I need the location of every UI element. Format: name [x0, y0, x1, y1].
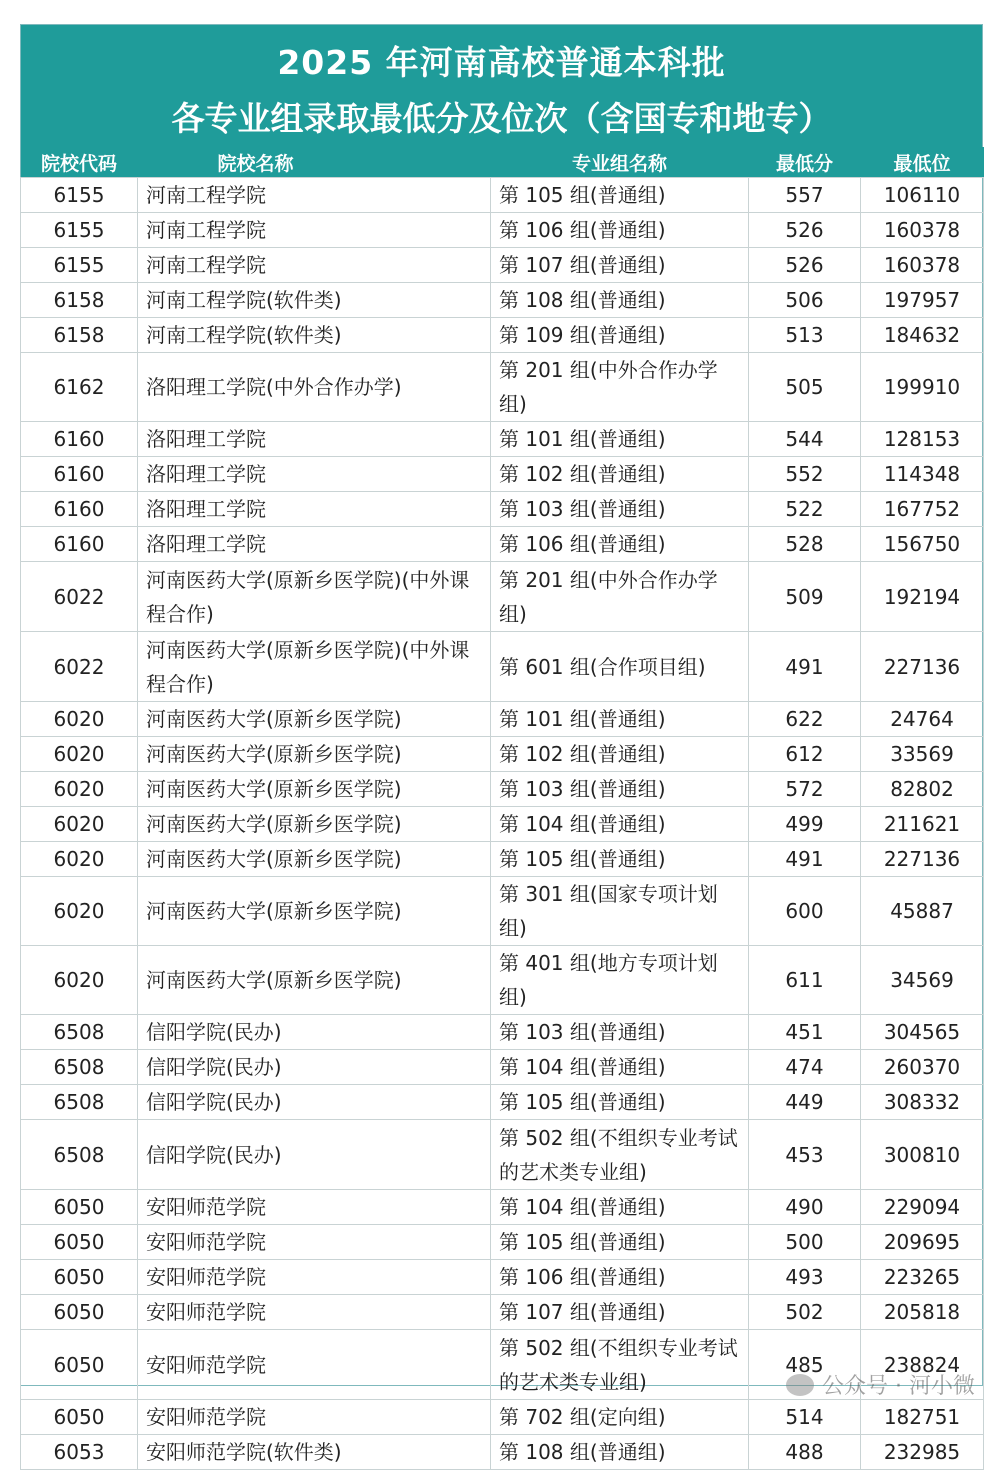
cell-min-rank: 34569	[861, 946, 984, 1015]
table-row	[21, 632, 984, 702]
cell-school-name: 安阳师范学院(软件类)	[138, 1435, 491, 1470]
cell-school-name: 河南工程学院	[138, 213, 491, 248]
cell-min-score: 491	[749, 632, 861, 702]
cell-group-name: 第 201 组(中外合作办学组)	[491, 353, 749, 422]
cell-school-name: 洛阳理工学院(中外合作办学)	[138, 353, 491, 422]
cell-min-rank: 223265	[861, 1260, 984, 1295]
table-header-row	[21, 147, 984, 178]
table-row	[21, 946, 984, 1015]
cell-code: 6158	[21, 318, 138, 353]
cell-school-name: 河南工程学院(软件类)	[138, 283, 491, 318]
cell-code: 6050	[21, 1400, 138, 1435]
cell-min-rank: 209695	[861, 1225, 984, 1260]
wechat-icon	[786, 1374, 814, 1396]
cell-min-score: 499	[749, 807, 861, 842]
cell-group-name: 第 702 组(定向组)	[491, 1400, 749, 1435]
cell-group-name: 第 106 组(普通组)	[491, 1260, 749, 1295]
cell-code: 6160	[21, 527, 138, 562]
cell-school-name: 安阳师范学院	[138, 1295, 491, 1330]
cell-min-rank: 160378	[861, 213, 984, 248]
cell-min-rank: 184632	[861, 318, 984, 353]
table-row	[21, 1085, 984, 1120]
cell-group-name: 第 401 组(地方专项计划组)	[491, 946, 749, 1015]
cell-min-score: 449	[749, 1085, 861, 1120]
cell-min-rank: 45887	[861, 877, 984, 946]
cell-min-score: 493	[749, 1260, 861, 1295]
cell-group-name: 第 502 组(不组织专业考试的艺术类专业组)	[491, 1330, 749, 1400]
watermark	[786, 1369, 975, 1400]
table-row	[21, 353, 984, 422]
cell-min-rank: 114348	[861, 457, 984, 492]
cell-school-name: 信阳学院(民办)	[138, 1120, 491, 1190]
cell-school-name: 河南医药大学(原新乡医学院)	[138, 877, 491, 946]
cell-code: 6160	[21, 457, 138, 492]
cell-code: 6050	[21, 1330, 138, 1400]
cell-min-rank: 229094	[861, 1190, 984, 1225]
cell-school-name: 河南医药大学(原新乡医学院)(中外课程合作)	[138, 632, 491, 702]
cell-group-name: 第 102 组(普通组)	[491, 737, 749, 772]
cell-code: 6053	[21, 1435, 138, 1470]
cell-group-name: 第 104 组(普通组)	[491, 1050, 749, 1085]
cell-code: 6508	[21, 1120, 138, 1190]
table-row	[21, 737, 984, 772]
cell-code: 6508	[21, 1050, 138, 1085]
cell-school-name: 河南工程学院	[138, 178, 491, 213]
cell-min-score: 526	[749, 248, 861, 283]
cell-min-score: 490	[749, 1190, 861, 1225]
cell-code: 6020	[21, 772, 138, 807]
column-header-school: 院校名称	[138, 147, 491, 178]
cell-min-rank: 260370	[861, 1050, 984, 1085]
cell-code: 6050	[21, 1295, 138, 1330]
column-header-min-score: 最低分	[749, 147, 861, 178]
cell-school-name: 信阳学院(民办)	[138, 1050, 491, 1085]
watermark-text: 公众号 · 河小微	[822, 1374, 975, 1399]
table-row	[21, 1225, 984, 1260]
table-row	[21, 1400, 984, 1435]
cell-group-name: 第 105 组(普通组)	[491, 842, 749, 877]
cell-code: 6508	[21, 1085, 138, 1120]
cell-min-rank: 197957	[861, 283, 984, 318]
cell-school-name: 洛阳理工学院	[138, 492, 491, 527]
cell-group-name: 第 104 组(普通组)	[491, 1190, 749, 1225]
cell-code: 6162	[21, 353, 138, 422]
cell-min-score: 509	[749, 562, 861, 632]
cell-group-name: 第 107 组(普通组)	[491, 1295, 749, 1330]
cell-min-rank: 156750	[861, 527, 984, 562]
cell-min-rank: 182751	[861, 1400, 984, 1435]
table-row	[21, 1050, 984, 1085]
cell-code: 6160	[21, 422, 138, 457]
cell-code: 6022	[21, 562, 138, 632]
cell-min-rank: 238824	[861, 1330, 984, 1400]
cell-group-name: 第 106 组(普通组)	[491, 213, 749, 248]
cell-min-rank: 192194	[861, 562, 984, 632]
cell-school-name: 安阳师范学院	[138, 1330, 491, 1400]
cell-group-name: 第 101 组(普通组)	[491, 702, 749, 737]
cell-min-rank: 304565	[861, 1015, 984, 1050]
table-row	[21, 1015, 984, 1050]
table-row	[21, 1435, 984, 1470]
cell-code: 6020	[21, 946, 138, 1015]
cell-school-name: 安阳师范学院	[138, 1400, 491, 1435]
cell-group-name: 第 105 组(普通组)	[491, 1085, 749, 1120]
cell-min-score: 600	[749, 877, 861, 946]
cell-min-rank: 167752	[861, 492, 984, 527]
cell-min-score: 544	[749, 422, 861, 457]
table-row	[21, 772, 984, 807]
cell-min-rank: 300810	[861, 1120, 984, 1190]
cell-school-name: 河南工程学院	[138, 248, 491, 283]
table-row	[21, 807, 984, 842]
cell-min-score: 502	[749, 1295, 861, 1330]
cell-group-name: 第 108 组(普通组)	[491, 283, 749, 318]
table-row	[21, 527, 984, 562]
cell-code: 6020	[21, 877, 138, 946]
table-row	[21, 1260, 984, 1295]
cell-min-score: 451	[749, 1015, 861, 1050]
cell-code: 6020	[21, 842, 138, 877]
cell-group-name: 第 502 组(不组织专业考试的艺术类专业组)	[491, 1120, 749, 1190]
cell-min-score: 557	[749, 178, 861, 213]
cell-code: 6050	[21, 1190, 138, 1225]
table-row	[21, 1190, 984, 1225]
cell-min-score: 526	[749, 213, 861, 248]
cell-code: 6020	[21, 702, 138, 737]
table-row	[21, 1120, 984, 1190]
cell-group-name: 第 109 组(普通组)	[491, 318, 749, 353]
cell-group-name: 第 106 组(普通组)	[491, 527, 749, 562]
column-header-code: 院校代码	[21, 147, 138, 178]
cell-min-rank: 227136	[861, 632, 984, 702]
cell-school-name: 安阳师范学院	[138, 1260, 491, 1295]
cell-code: 6020	[21, 737, 138, 772]
cell-code: 6050	[21, 1225, 138, 1260]
cell-school-name: 安阳师范学院	[138, 1225, 491, 1260]
cell-code: 6020	[21, 807, 138, 842]
table-row	[21, 562, 984, 632]
cell-group-name: 第 201 组(中外合作办学组)	[491, 562, 749, 632]
cell-school-name: 洛阳理工学院	[138, 457, 491, 492]
cell-school-name: 河南医药大学(原新乡医学院)(中外课程合作)	[138, 562, 491, 632]
admission-scores-table	[20, 147, 984, 1470]
cell-school-name: 河南医药大学(原新乡医学院)	[138, 946, 491, 1015]
cell-min-score: 572	[749, 772, 861, 807]
cell-group-name: 第 103 组(普通组)	[491, 492, 749, 527]
cell-min-rank: 82802	[861, 772, 984, 807]
cell-min-score: 491	[749, 842, 861, 877]
cell-min-score: 552	[749, 457, 861, 492]
cell-min-score: 500	[749, 1225, 861, 1260]
page-title: 2025 年河南高校普通本科批	[277, 43, 726, 82]
cell-group-name: 第 103 组(普通组)	[491, 772, 749, 807]
table-row	[21, 248, 984, 283]
cell-min-score: 622	[749, 702, 861, 737]
cell-group-name: 第 601 组(合作项目组)	[491, 632, 749, 702]
table-row	[21, 1295, 984, 1330]
column-header-group: 专业组名称	[491, 147, 749, 178]
cell-min-score: 522	[749, 492, 861, 527]
cell-min-score: 488	[749, 1435, 861, 1470]
table-row	[21, 702, 984, 737]
cell-code: 6050	[21, 1260, 138, 1295]
cell-min-score: 528	[749, 527, 861, 562]
cell-group-name: 第 105 组(普通组)	[491, 1225, 749, 1260]
cell-min-score: 485	[749, 1330, 861, 1400]
cell-school-name: 安阳师范学院	[138, 1190, 491, 1225]
cell-code: 6158	[21, 283, 138, 318]
cell-min-rank: 227136	[861, 842, 984, 877]
table-row	[21, 318, 984, 353]
cell-school-name: 河南医药大学(原新乡医学院)	[138, 772, 491, 807]
cell-group-name: 第 108 组(普通组)	[491, 1435, 749, 1470]
table-row	[21, 178, 984, 213]
cell-min-rank: 106110	[861, 178, 984, 213]
cell-min-score: 514	[749, 1400, 861, 1435]
table-row	[21, 877, 984, 946]
cell-group-name: 第 104 组(普通组)	[491, 807, 749, 842]
cell-min-score: 453	[749, 1120, 861, 1190]
cell-min-rank: 128153	[861, 422, 984, 457]
cell-min-rank: 24764	[861, 702, 984, 737]
cell-group-name: 第 103 组(普通组)	[491, 1015, 749, 1050]
cell-min-rank: 199910	[861, 353, 984, 422]
cell-school-name: 河南工程学院(软件类)	[138, 318, 491, 353]
cell-min-score: 611	[749, 946, 861, 1015]
cell-school-name: 河南医药大学(原新乡医学院)	[138, 842, 491, 877]
cell-code: 6508	[21, 1015, 138, 1050]
cell-group-name: 第 107 组(普通组)	[491, 248, 749, 283]
cell-min-score: 612	[749, 737, 861, 772]
cell-min-rank: 160378	[861, 248, 984, 283]
cell-school-name: 河南医药大学(原新乡医学院)	[138, 807, 491, 842]
cell-school-name: 洛阳理工学院	[138, 422, 491, 457]
table-row	[21, 283, 984, 318]
table-row	[21, 213, 984, 248]
cell-code: 6160	[21, 492, 138, 527]
cell-code: 6155	[21, 248, 138, 283]
table-row	[21, 842, 984, 877]
cell-group-name: 第 101 组(普通组)	[491, 422, 749, 457]
cell-code: 6022	[21, 632, 138, 702]
cell-school-name: 河南医药大学(原新乡医学院)	[138, 737, 491, 772]
cell-school-name: 信阳学院(民办)	[138, 1015, 491, 1050]
cell-min-rank: 211621	[861, 807, 984, 842]
page-subtitle: 各专业组录取最低分及位次（含国专和地专）	[171, 99, 832, 138]
cell-group-name: 第 105 组(普通组)	[491, 178, 749, 213]
cell-group-name: 第 301 组(国家专项计划组)	[491, 877, 749, 946]
cell-school-name: 洛阳理工学院	[138, 527, 491, 562]
cell-min-score: 505	[749, 353, 861, 422]
cell-min-rank: 205818	[861, 1295, 984, 1330]
cell-code: 6155	[21, 213, 138, 248]
cell-min-score: 474	[749, 1050, 861, 1085]
column-header-min-rank: 最低位	[861, 147, 984, 178]
table-row	[21, 422, 984, 457]
cell-min-score: 513	[749, 318, 861, 353]
cell-school-name: 信阳学院(民办)	[138, 1085, 491, 1120]
cell-min-score: 506	[749, 283, 861, 318]
cell-min-rank: 308332	[861, 1085, 984, 1120]
cell-code: 6155	[21, 178, 138, 213]
cell-group-name: 第 102 组(普通组)	[491, 457, 749, 492]
cell-min-rank: 232985	[861, 1435, 984, 1470]
table-row	[21, 492, 984, 527]
table-row	[21, 457, 984, 492]
cell-school-name: 河南医药大学(原新乡医学院)	[138, 702, 491, 737]
cell-min-rank: 33569	[861, 737, 984, 772]
